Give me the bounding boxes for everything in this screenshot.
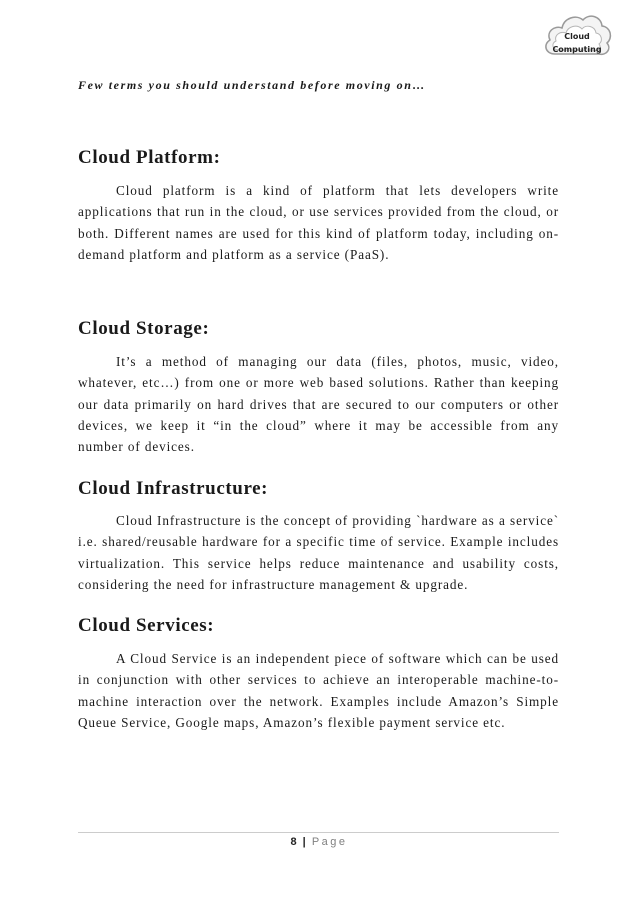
section-title-cloud-platform: Cloud Platform:	[78, 147, 221, 168]
section-body-cloud-infrastructure: Cloud Infrastructure is the concept of providing `hardware as a service` i.e. shared/reusable hardware for a specific time of service. Example includes virtualization. This service helps reduce maintenance and usability costs, considering the need for infrastructure management & upgrade.	[78, 513, 559, 592]
logo-line-2: Computing	[552, 45, 602, 54]
section-title-cloud-storage: Cloud Storage:	[78, 318, 210, 339]
section-body-cloud-platform: Cloud platform is a kind of platform that lets developers write applications that run in the cloud, or use services provided from the cloud, or both. Different names are used for this kind of platform today, including on-demand platform and platform as a service (PaaS).	[78, 183, 559, 262]
footer-divider	[78, 832, 559, 833]
section-title-cloud-services: Cloud Services:	[78, 615, 215, 636]
page-label: Page	[311, 836, 348, 848]
cloud-computing-logo	[541, 8, 613, 64]
page-number: 8	[290, 836, 297, 848]
section-body-cloud-services: A Cloud Service is an independent piece of software which can be used in conjunction with other services to achieve an interoperable machine-to-machine interaction over the network. Examples include Amazon’s Simple Queue Service, Google maps, Amazon’s flexible payment service etc.	[78, 651, 559, 730]
page-footer	[0, 836, 638, 848]
logo-line-1: Cloud	[564, 32, 590, 41]
section-body-cloud-storage: It’s a method of managing our data (files, photos, music, video, whatever, etc…) from one or more web based solutions. Rather than keeping our data primarily on hard drives that are secured to our computers or other devices, we keep it “in the cloud” where it may be accessible from any number of devices.	[78, 354, 559, 455]
footer-separator: |	[302, 836, 306, 848]
intro-heading: Few terms you should understand before moving on…	[78, 78, 427, 92]
section-title-cloud-infrastructure: Cloud Infrastructure:	[78, 478, 269, 499]
